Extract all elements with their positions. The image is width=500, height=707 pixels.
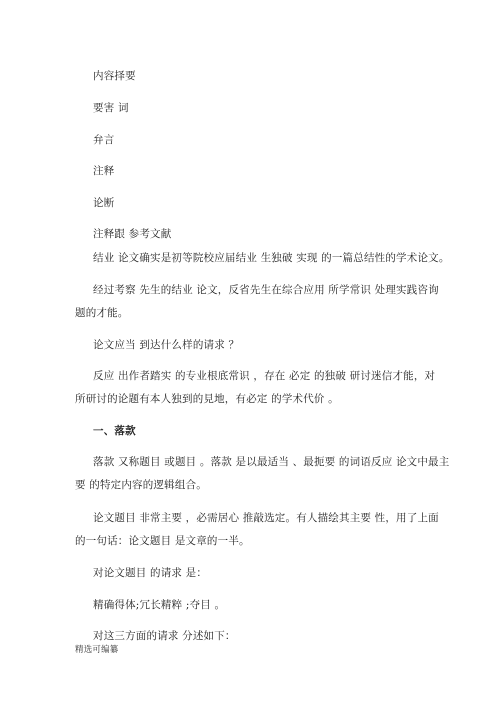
paragraph-line: 要 的特定内容的逻辑组合。 xyxy=(75,479,207,491)
text-line: 论断 xyxy=(93,197,115,209)
paragraph-line: 反应 出作者踏实 的专业根底常识 ，存在 必定 的独破 研讨迷信才能，对 xyxy=(93,370,436,382)
paragraph-line: 所研讨的论题有本人独到的見地，有必定 的学术代价 。 xyxy=(75,393,339,405)
text-line: 内容择要 xyxy=(93,70,136,82)
text-line: 弁言 xyxy=(93,134,115,146)
paragraph-line: 精确得体;冗长精粹 ;夺目 。 xyxy=(93,599,226,611)
paragraph-line: 落款 又称题目 或题目 。落款 是以最适当 、最扼要 的词语反应 论文中最主 xyxy=(93,456,450,468)
paragraph-line: 论文应当 到达什么样的请求 ？ xyxy=(93,339,240,351)
paragraph-line: 结业 论文确实是初等院校应届结业 生独破 实现 的一篇总结性的学术论文。 xyxy=(93,252,450,264)
paragraph-line: 论文题目 非常主要 ，必需居心 推敲选定。有人描绘其主要 性，用了上面 xyxy=(93,512,439,524)
paragraph-line: 对这三方面的请求 分述如下： xyxy=(93,630,236,642)
text-line: 注释跟 参考文献 xyxy=(93,228,172,240)
page-footer: 精选可编纂 xyxy=(75,645,119,655)
paragraph-line: 对论文题目 的请求 是： xyxy=(93,567,208,579)
section-heading: 一、落款 xyxy=(93,425,136,437)
paragraph-line: 的一句话：论文题目 是文章的一半。 xyxy=(75,535,250,547)
paragraph-line: 题的才能。 xyxy=(75,307,129,319)
text-line: 要害 词 xyxy=(93,102,129,114)
text-line: 注释 xyxy=(93,165,115,177)
paragraph-line: 经过考察 先生的结业 论文，反省先生在综合应用 所学常识 处理实践咨询 xyxy=(93,284,439,296)
